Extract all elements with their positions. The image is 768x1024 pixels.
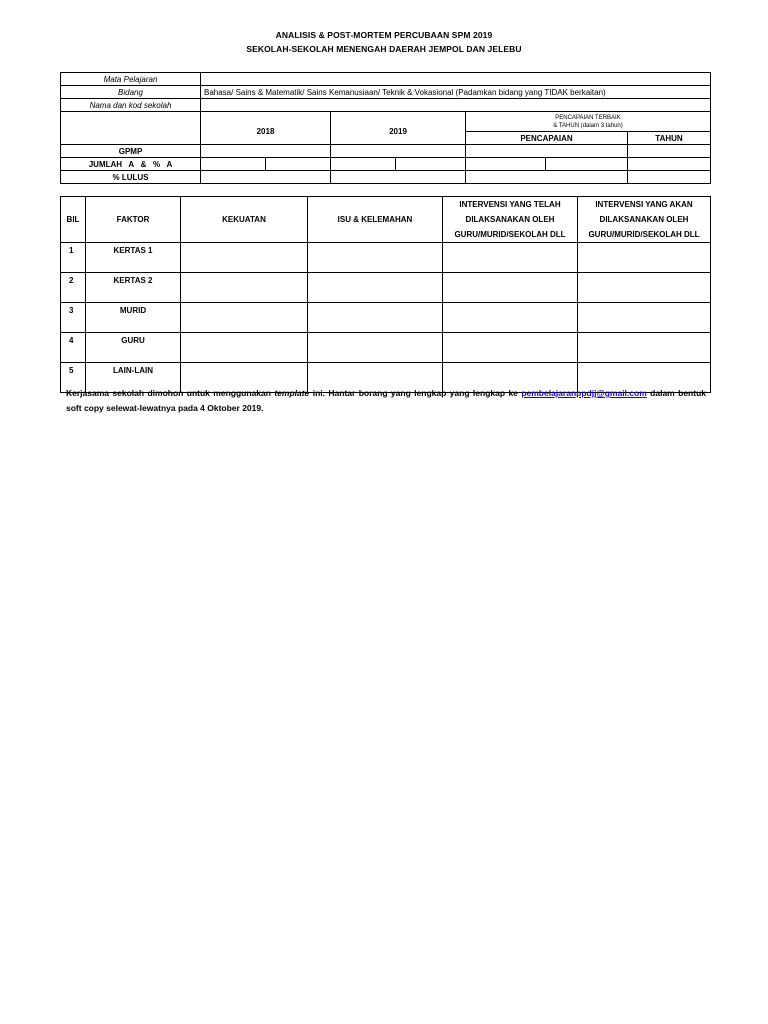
nama-kod-field[interactable] [201,99,711,112]
isu-cell[interactable] [308,243,443,273]
gpmp-tahun-field[interactable] [628,145,711,158]
nama-kod-label: Nama dan kod sekolah [61,99,201,112]
jumlah-best-pct-field[interactable] [546,158,628,171]
gpmp-pencapaian-field[interactable] [466,145,628,158]
bidang-field[interactable]: Bahasa/ Sains & Matematik/ Sains Kemanusiaan/ Teknik & Vokasional (Padamkan bidang yang TIDAK berkaitan) [201,86,711,99]
lulus-2018-field[interactable] [201,171,331,184]
lulus-pencapaian-field[interactable] [466,171,628,184]
intervensi-telah-cell[interactable] [443,333,578,363]
document-subtitle: SEKOLAH-SEKOLAH MENENGAH DAERAH JEMPOL DAN JELEBU [246,44,522,54]
info-table [60,72,711,184]
note-text-1: Kerjasama sekolah dimohon untuk menggunakan [66,388,275,398]
year-2019-header: 2019 [331,112,466,145]
isu-cell[interactable] [308,273,443,303]
row-bil: 5 [61,363,86,393]
gpmp-2018-field[interactable] [201,145,331,158]
isu-kelemahan-header: ISU & KELEMAHAN [308,197,443,243]
mata-pelajaran-label: Mata Pelajaran [61,73,201,86]
table-row [61,243,711,273]
year-2018-header: 2018 [201,112,331,145]
best-achievement-line2: & TAHUN (dalam 3 tahun) [553,122,623,129]
faktor-header: FAKTOR [86,197,181,243]
intervensi-akan-header: INTERVENSI YANG AKAN DILAKSANAKAN OLEH GURU/MURID/SEKOLAH DLL [578,197,711,243]
lulus-tahun-field[interactable] [628,171,711,184]
kekuatan-cell[interactable] [181,303,308,333]
blank-header-cell [61,112,201,145]
submission-note [66,386,706,416]
email-link[interactable]: pembelajaranppdjj@gmail.com [521,388,647,398]
document-title: ANALISIS & POST-MORTEM PERCUBAAN SPM 2019 [275,30,493,40]
intervensi-akan-cell[interactable] [578,303,711,333]
kekuatan-cell[interactable] [181,333,308,363]
jumlah-best-a-field[interactable] [466,158,546,171]
lulus-2019-field[interactable] [331,171,466,184]
row-bil: 3 [61,303,86,333]
table-row [61,333,711,363]
row-faktor: LAIN-LAIN [86,363,181,393]
row-faktor: MURID [86,303,181,333]
row-bil: 4 [61,333,86,363]
row-bil: 2 [61,273,86,303]
best-achievement-line1: PENCAPAIAN TERBAIK [555,114,621,121]
row-faktor: KERTAS 2 [86,273,181,303]
best-achievement-header [466,112,711,132]
bidang-label: Bidang [61,86,201,99]
note-text-3: dalam bentuk soft copy selewat-lewatnya pada 4 Oktober 2019. [66,388,707,413]
row-faktor: GURU [86,333,181,363]
intervensi-telah-cell[interactable] [443,303,578,333]
intervensi-telah-cell[interactable] [443,273,578,303]
intervensi-akan-cell[interactable] [578,273,711,303]
pencapaian-header: PENCAPAIAN [466,132,628,145]
intervensi-akan-cell[interactable] [578,333,711,363]
kekuatan-header: KEKUATAN [181,197,308,243]
factor-table [60,196,711,393]
mata-pelajaran-field[interactable] [201,73,711,86]
table-row [61,273,711,303]
isu-cell[interactable] [308,303,443,333]
jumlah-a-label: JUMLAH A & % A [61,158,201,171]
intervensi-telah-cell[interactable] [443,243,578,273]
row-faktor: KERTAS 1 [86,243,181,273]
jumlah-2018-a-field[interactable] [201,158,266,171]
note-text-2: ini. Hantar borang yang lengkap yang lengkap ke [309,388,522,398]
row-bil: 1 [61,243,86,273]
intervensi-akan-cell[interactable] [578,243,711,273]
bil-header: BIL [61,197,86,243]
isu-cell[interactable] [308,333,443,363]
table-row [61,303,711,333]
lulus-label: % LULUS [61,171,201,184]
jumlah-2018-pct-field[interactable] [266,158,331,171]
jumlah-tahun-field[interactable] [628,158,711,171]
tahun-header: TAHUN [628,132,711,145]
note-template-word: template [274,388,310,398]
gpmp-label: GPMP [61,145,201,158]
kekuatan-cell[interactable] [181,243,308,273]
intervensi-telah-header: INTERVENSI YANG TELAH DILAKSANAKAN OLEH GURU/MURID/SEKOLAH DLL [443,197,578,243]
gpmp-2019-field[interactable] [331,145,466,158]
kekuatan-cell[interactable] [181,273,308,303]
jumlah-2019-pct-field[interactable] [396,158,466,171]
jumlah-2019-a-field[interactable] [331,158,396,171]
